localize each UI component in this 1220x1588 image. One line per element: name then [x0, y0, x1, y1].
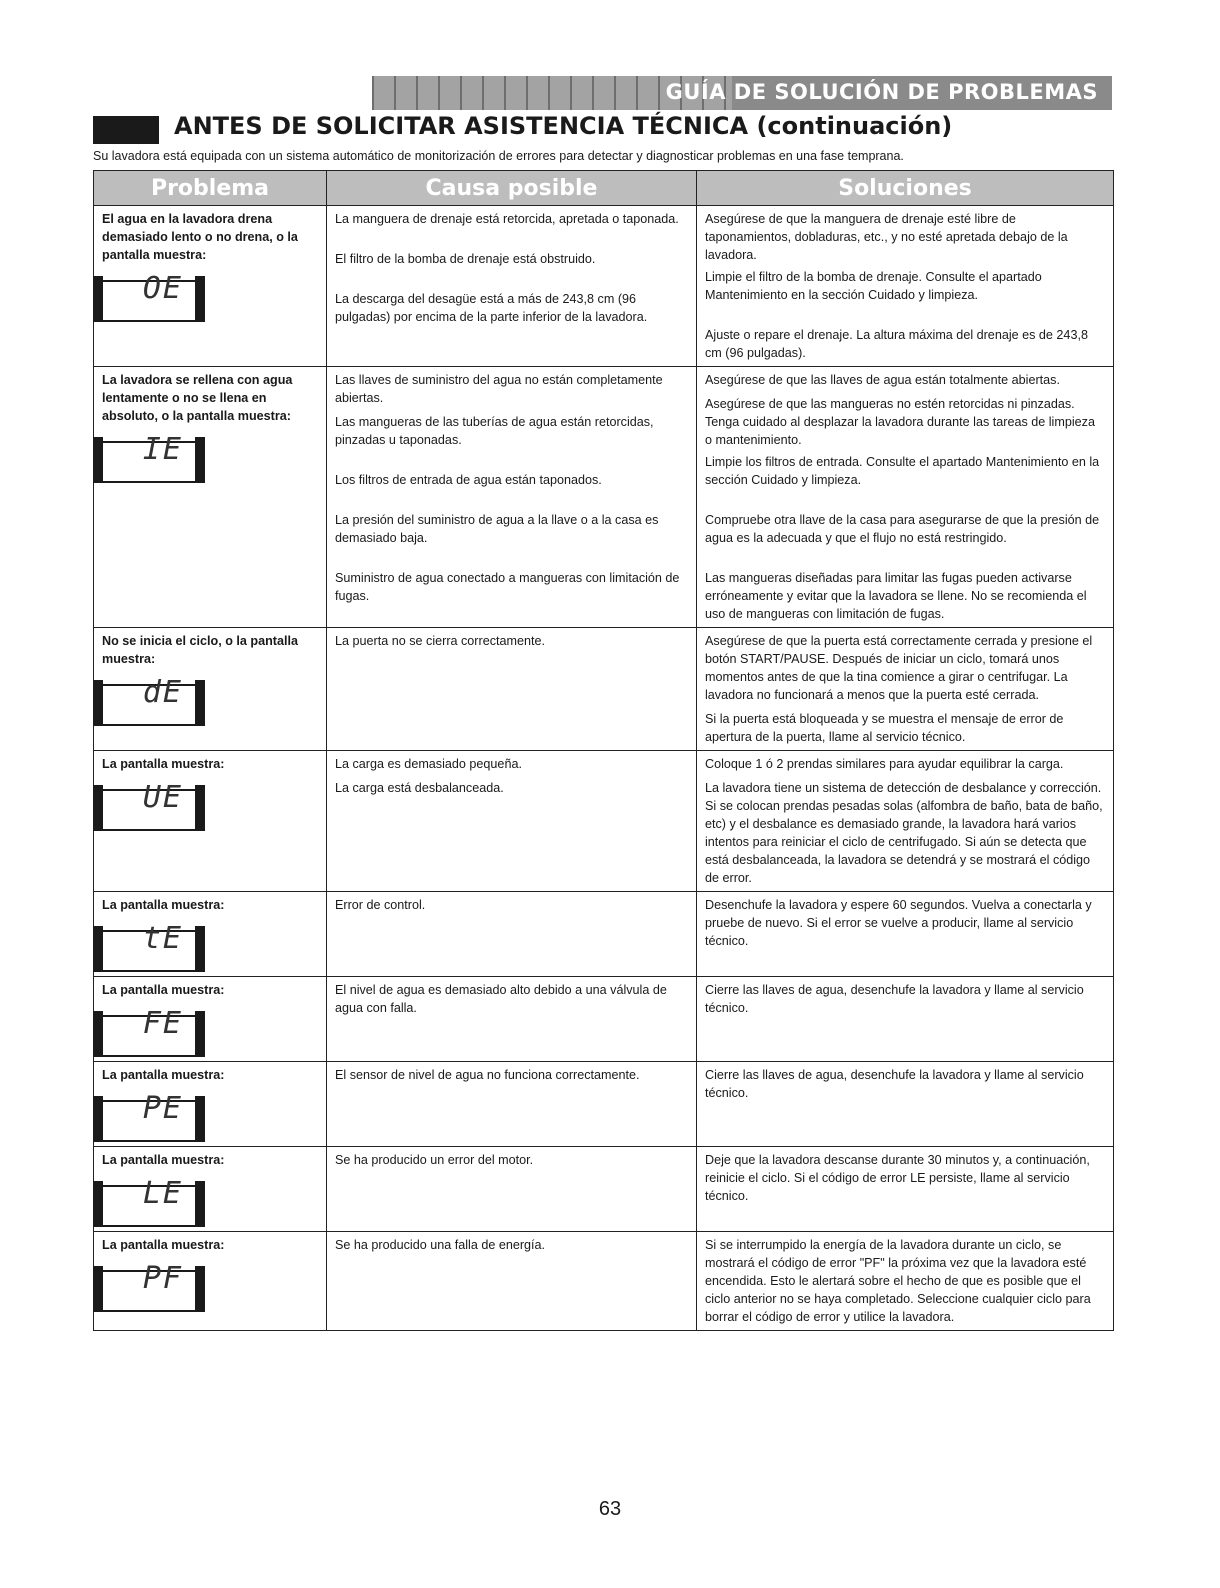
- problem-cell: [94, 628, 327, 751]
- solution-text: Ajuste o repare el drenaje. La altura máxima del drenaje es de 243,8 cm (96 pulgadas).: [705, 328, 1088, 360]
- cause-text: La presión del suministro de agua a la llave o a la casa es demasiado baja.: [335, 513, 659, 545]
- solution-text: Si se interrumpido la energía de la lavadora durante un ciclo, se mostrará el código de error "PF" la próxima vez que la lavadora esté encendida. Esto le alertará sobre el hecho de que es posible que el ciclo anterior no se haya completado. Seleccione cualquier ciclo para borrar el código de error y utilice la lavadora.: [705, 1238, 1091, 1324]
- table-row: [94, 628, 1114, 751]
- error-code-display: [93, 271, 205, 322]
- solution-text: Coloque 1 ó 2 prendas similares para ayudar equilibrar la carga.: [705, 757, 1064, 771]
- table-row: [94, 367, 1114, 628]
- solution-text: Desenchufe la lavadora y espere 60 segundos. Vuelva a conectarla y pruebe de nuevo. Si el error se vuelve a producir, llame al servicio técnico.: [705, 898, 1092, 948]
- cause-text: La carga es demasiado pequeña.: [335, 757, 522, 771]
- cause-cell: [327, 977, 697, 1062]
- solution-cell: [697, 892, 1114, 977]
- header-problem: Problema: [94, 171, 327, 206]
- section-marker: [93, 116, 159, 144]
- cause-cell: [327, 1062, 697, 1147]
- solution-cell: [697, 367, 1114, 628]
- error-code: dE: [142, 675, 183, 710]
- error-code: UE: [142, 780, 183, 815]
- solution-text: La lavadora tiene un sistema de detección de desbalance y corrección. Si se colocan prendas pesadas solas (alfombra de baño, bata de baño, etc) y el desbalance es demasiado grande, la lavadora hará varios intentos para reiniciar el ciclo de centrifugado. Si aún se detecta que está desbalanceada, la lavadora se detendrá y se mostrará el código de error.: [705, 781, 1103, 885]
- solution-text: Cierre las llaves de agua, desenchufe la lavadora y llame al servicio técnico.: [705, 983, 1084, 1015]
- cause-text: La manguera de drenaje está retorcida, apretada o taponada.: [335, 212, 679, 226]
- error-code: PE: [142, 1091, 183, 1126]
- error-code-display: [93, 675, 205, 726]
- solution-cell: [697, 751, 1114, 892]
- error-code: tE: [142, 921, 183, 956]
- problem-text: La pantalla muestra:: [102, 1153, 225, 1167]
- error-code-display: [93, 1006, 205, 1057]
- problem-text: El agua en la lavadora drena demasiado lento o no drena, o la pantalla muestra:: [102, 212, 298, 262]
- solution-text: Cierre las llaves de agua, desenchufe la lavadora y llame al servicio técnico.: [705, 1068, 1084, 1100]
- problem-cell: [94, 751, 327, 892]
- error-code: OE: [142, 271, 183, 306]
- solution-cell: [697, 628, 1114, 751]
- problem-cell: [94, 977, 327, 1062]
- banner-title: GUÍA DE SOLUCIÓN DE PROBLEMAS: [665, 80, 1098, 104]
- cause-text: Suministro de agua conectado a mangueras con limitación de fugas.: [335, 571, 680, 603]
- cause-text: El filtro de la bomba de drenaje está obstruido.: [335, 252, 596, 266]
- solution-cell: [697, 206, 1114, 367]
- solution-text: Limpie los filtros de entrada. Consulte el apartado Mantenimiento en la sección Cuidado y limpieza.: [705, 455, 1100, 487]
- solution-cell: [697, 1147, 1114, 1232]
- header-cause: Causa posible: [327, 171, 697, 206]
- cause-text: La puerta no se cierra correctamente.: [335, 634, 546, 648]
- problem-text: La pantalla muestra:: [102, 1068, 225, 1082]
- table-row: [94, 1147, 1114, 1232]
- error-code: FE: [142, 1006, 183, 1041]
- solution-text: Deje que la lavadora descanse durante 30 minutos y, a continuación, reinicie el ciclo. Si el código de error LE persiste, llame al servicio técnico.: [705, 1153, 1090, 1203]
- cause-cell: [327, 1232, 697, 1331]
- solution-text: Limpie el filtro de la bomba de drenaje. Consulte el apartado Mantenimiento en la sección Cuidado y limpieza.: [705, 270, 1042, 302]
- error-code: LE: [142, 1176, 183, 1211]
- page-number: 63: [598, 1498, 622, 1520]
- header-banner: [372, 76, 1112, 110]
- error-code-display: [93, 1261, 205, 1312]
- error-code-display: [93, 1091, 205, 1142]
- cause-cell: [327, 892, 697, 977]
- cause-cell: [327, 628, 697, 751]
- problem-cell: [94, 367, 327, 628]
- solution-text: Asegúrese de que la puerta está correctamente cerrada y presione el botón START/PAUSE. Después de iniciar un ciclo, tomará unos momentos antes de que la tina comience a girar o centrifugar. La lavadora no funcionará a menos que la puerta esté cerrada.: [705, 634, 1093, 702]
- header-solutions: Soluciones: [697, 171, 1114, 206]
- problem-cell: [94, 206, 327, 367]
- cause-cell: [327, 206, 697, 367]
- solution-text: Las mangueras diseñadas para limitar las fugas pueden activarse erróneamente y evitar que la lavadora se llene. No se recomienda el uso de mangueras con limitación de fugas.: [705, 571, 1087, 621]
- table-row: [94, 206, 1114, 367]
- problem-text: La pantalla muestra:: [102, 757, 225, 771]
- cause-text: El nivel de agua es demasiado alto debido a una válvula de agua con falla.: [335, 983, 667, 1015]
- solution-cell: [697, 1062, 1114, 1147]
- cause-text: Las mangueras de las tuberías de agua están retorcidas, pinzadas u taponadas.: [335, 415, 654, 447]
- problem-text: La pantalla muestra:: [102, 898, 225, 912]
- problem-cell: [94, 1062, 327, 1147]
- cause-cell: [327, 751, 697, 892]
- error-code-display: [93, 921, 205, 972]
- cause-text: La carga está desbalanceada.: [335, 781, 504, 795]
- cause-text: El sensor de nivel de agua no funciona correctamente.: [335, 1068, 640, 1082]
- cause-cell: [327, 1147, 697, 1232]
- cause-text: Los filtros de entrada de agua están taponados.: [335, 473, 602, 487]
- solution-cell: [697, 1232, 1114, 1331]
- error-code: IE: [142, 432, 183, 467]
- table-row: [94, 1062, 1114, 1147]
- solution-text: Asegúrese de que las mangueras no estén retorcidas ni pinzadas. Tenga cuidado al desplazar la lavadora durante las tareas de limpieza o mantenimiento.: [705, 397, 1095, 447]
- table-row: [94, 751, 1114, 892]
- solution-text: Si la puerta está bloqueada y se muestra el mensaje de error de apertura de la puerta, llame al servicio técnico.: [705, 712, 1064, 744]
- problem-text: La pantalla muestra:: [102, 983, 225, 997]
- problem-text: La pantalla muestra:: [102, 1238, 225, 1252]
- cause-text: Error de control.: [335, 898, 426, 912]
- solution-cell: [697, 977, 1114, 1062]
- solution-text: Asegúrese de que la manguera de drenaje esté libre de taponamientos, dobladuras, etc., y no esté apretada debajo de la lavadora.: [705, 212, 1068, 262]
- problem-cell: [94, 1232, 327, 1331]
- table-row: [94, 1232, 1114, 1331]
- problem-cell: [94, 1147, 327, 1232]
- problem-text: No se inicia el ciclo, o la pantalla muestra:: [102, 634, 298, 666]
- error-code-display: [93, 432, 205, 483]
- troubleshooting-table: [93, 170, 1114, 1331]
- error-code-display: [93, 780, 205, 831]
- problem-text: La lavadora se rellena con agua lentamente o no se llena en absoluto, o la pantalla muestra:: [102, 373, 293, 423]
- solution-text: Compruebe otra llave de la casa para asegurarse de que la presión de agua es la adecuada y que el flujo no está restringido.: [705, 513, 1100, 545]
- table-row: [94, 977, 1114, 1062]
- problem-cell: [94, 892, 327, 977]
- cause-text: Las llaves de suministro del agua no están completamente abiertas.: [335, 373, 663, 405]
- solution-text: Asegúrese de que las llaves de agua están totalmente abiertas.: [705, 373, 1060, 387]
- error-code: PF: [142, 1261, 183, 1296]
- cause-text: La descarga del desagüe está a más de 243,8 cm (96 pulgadas) por encima de la parte inferior de la lavadora.: [335, 292, 648, 324]
- cause-text: Se ha producido una falla de energía.: [335, 1238, 546, 1252]
- error-code-display: [93, 1176, 205, 1227]
- intro-text: Su lavadora está equipada con un sistema automático de monitorización de errores para detectar y diagnosticar problemas en una fase temprana.: [93, 149, 904, 163]
- section-title: ANTES DE SOLICITAR ASISTENCIA TÉCNICA (continuación): [174, 112, 953, 140]
- table-row: [94, 892, 1114, 977]
- table-header-row: [94, 171, 1114, 206]
- cause-cell: [327, 367, 697, 628]
- cause-text: Se ha producido un error del motor.: [335, 1153, 534, 1167]
